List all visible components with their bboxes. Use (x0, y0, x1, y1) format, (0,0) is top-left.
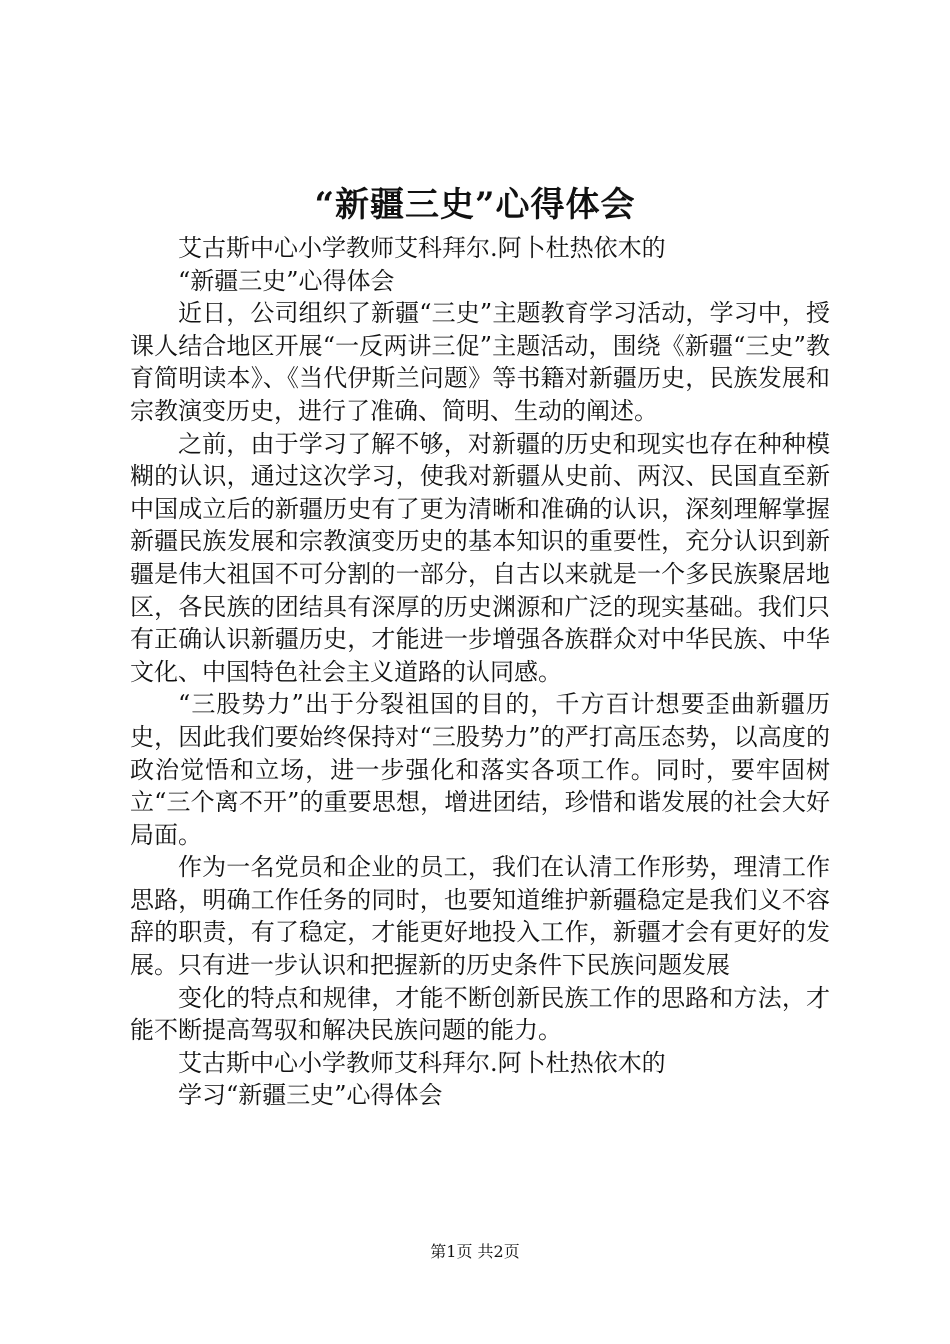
paragraph-subtitle-line: “新疆三史”心得体会 (178, 266, 395, 295)
paragraph-intro: 近日，公司组织了新疆“三史”主题教育学习活动，学习中，授课人结合地区开展“一反两讲三促”主题活动，围绕《新疆“三史”教育简明读本》、《当代伊斯兰问题》等书籍对新疆历史，民族发展和宗教演变历史，进行了准确、简明、生动的阐述。 (130, 299, 830, 425)
paragraph-closing-title: 学习“新疆三史”心得体会 (178, 1081, 443, 1110)
page-number-footer: 第1页 共2页 (430, 1242, 520, 1261)
document-body (130, 232, 830, 1112)
paragraph-three-forces: “三股势力”出于分裂祖国的目的，千方百计想要歪曲新疆历史，因此我们要始终保持对“三股势力”的严打高压态势，以高度的政治觉悟和立场，进一步强化和落实各项工作。同时，要牢固树立“三个离不开”的重要思想，增进团结，珍惜和谐发展的社会大好局面。 (130, 690, 830, 849)
paragraph-understanding: 之前，由于学习了解不够，对新疆的历史和现实也存在种种模糊的认识，通过这次学习，使我对新疆从史前、两汉、民国直至新中国成立后的新疆历史有了更为清晰和准确的认识，深刻理解掌握新疆民族发展和宗教演变历史的基本知识的重要性，充分认识到新疆是伟大祖国不可分割的一部分，自古以来就是一个多民族聚居地区，各民族的团结具有深厚的历史渊源和广泛的现实基础。我们只有正确认识新疆历史，才能进一步增强各族群众对中华民族、中华文化、中国特色社会主义道路的认同感。 (130, 429, 830, 686)
document-title: “新疆三史”心得体会 (314, 185, 636, 225)
paragraph-closing-author: 艾古斯中心小学教师艾科拜尔.阿卜杜热依木的 (178, 1048, 666, 1077)
paragraph-continuation: 变化的特点和规律，才能不断创新民族工作的思路和方法，才能不断提高驾驭和解决民族问题的能力。 (130, 983, 830, 1045)
paragraph-author-line: 艾古斯中心小学教师艾科拜尔.阿卜杜热依木的 (178, 234, 666, 262)
paragraph-responsibility: 作为一名党员和企业的员工，我们在认清工作形势，理清工作思路，明确工作任务的同时，也要知道维护新疆稳定是我们义不容辞的职责，有了稳定，才能更好地投入工作，新疆才会有更好的发展。只有进一步认识和把握新的历史条件下民族问题发展 (130, 853, 830, 980)
